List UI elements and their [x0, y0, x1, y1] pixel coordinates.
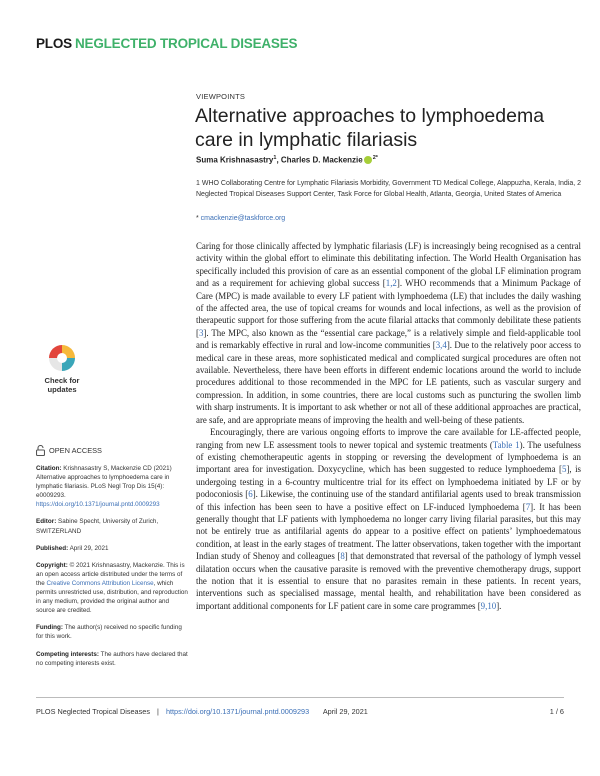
- footer-doi-link[interactable]: https://doi.org/10.1371/journal.pntd.0009293: [165, 707, 310, 716]
- article-title: Alternative approaches to lymphoedema care in lymphatic filariasis: [195, 105, 545, 151]
- citation-link[interactable]: 5: [562, 464, 567, 475]
- copyright-info: Copyright: © 2021 Krishnasastry, Mackenzie. This is an open access article distributed under the terms of the Creative Commons Attribution License, which permits unrestricted use, distribution, and reproduction in any medium, provided the original author and source are credited.: [36, 561, 188, 615]
- body-paragraph: Caring for those clinically affected by lymphatic filariasis (LF) is increasingly being recognised as a central activity within the global effort to eliminate this debilitating infection. The World Health Organisation has specifically included this provision of care as an essential component of the global LF elimination program and as a requirement for achieving global success [1,2]. WHO recommends that a Minimum Package of Care (MPC) is made available to every LF patient with lymphoedema (LE) that includes the daily washing of the affected area, the use of topical creams for wounds and local infections, as well as the provision of therapeutic support for those suffering from the acute filarial attacks that commonly debilitate these patients [3]. The MPC, also known as the “essential care package,” is a relatively simple and field-applicable tool and is remarkably effective in rural and low-income communities [3,4]. Due to the relatively poor access to medical care in these areas, more sophisticated medical and complicated surgical procedures are often not available. Nevertheless, there have been efforts in different endemic locations around the world to include procedures additional to those recommended in the MPC for LE patients, such as vascular surgery and compression. In addition, in some countries, there are local customs such as puncturing the swollen limb with sharp instruments. It is important to ask whether or not all of these additional approaches are practical, are safe, and are appropriate means of improving the health and well-being of these patients.: [196, 241, 581, 425]
- article-section-label: VIEWPOINTS: [196, 92, 246, 101]
- journal-header: [36, 36, 297, 51]
- citation-link[interactable]: 3: [198, 327, 204, 338]
- email-link[interactable]: cmackenzie@taskforce.org: [200, 215, 286, 222]
- author-name[interactable]: Charles D. Mackenzie: [280, 155, 363, 165]
- body-paragraph: Encouragingly, there are various ongoing efforts to improve the care available for LE-affected people, ranging from new LE assessment tools to newer topical and systemic treatments (Table 1). The usefulness of existing chemotherapeutic agents in stopping or reversing the development of lymphoedema is an important area for investigation. Doxycycline, which has been suggested to reduce lymphoedema [5], is undergoing testing in a 6-country multicentre trial for its effect on lymphoedema initiated by LF or by podoconiosis [6]. Likewise, the continuing use of the standard antifilarial agents used to break transmission of this infection has been seen to have a positive effect on LF-induced lymphoedema [7]. It has been generally thought that LF patients with lymphoedema no longer carry living filarial parasites, but this may not be entirely true as antifilarial agents do appear to a positive effect on patients’ lymphoedematous condition, at least in the early stages of treatment. The latter observations, taken together with the important Indian study of Shenoy and colleagues [8] that demonstrated that reversal of the pathology of lymph vessel dilatation occurs when the causative parasite is removed with the preventive chemotherapy drugs, support the notion that it is essential to ensure that no parasites remain in these patients. In recent years, interventions such as specialised massage, mental health, and rehabilitation have been considered as important additional components for LF patient care in some care programmes [9,10].: [196, 427, 582, 611]
- citation-link[interactable]: 6: [248, 489, 253, 500]
- author-affiliation-mark: 1: [273, 155, 277, 161]
- affiliations: [196, 179, 586, 200]
- author-name[interactable]: Suma Krishnasastry: [196, 155, 274, 165]
- open-lock-icon: [36, 445, 45, 456]
- email-star: *: [196, 215, 201, 222]
- footer-divider: [36, 697, 564, 698]
- open-access-label: OPEN ACCESS: [36, 445, 188, 456]
- author-affiliation-mark: 2*: [372, 155, 378, 161]
- corresponding-email: [196, 215, 285, 222]
- author-separator: ,: [276, 155, 281, 165]
- citation-link[interactable]: 3,4: [435, 340, 447, 351]
- orcid-icon[interactable]: [364, 156, 372, 164]
- article-body: [196, 240, 581, 612]
- footer-journal: PLOS Neglected Tropical Diseases: [36, 707, 150, 716]
- citation-link[interactable]: 7: [525, 501, 531, 512]
- plos-wordmark: PLOS: [36, 36, 72, 51]
- article-info-sidebar: [36, 445, 188, 676]
- table-link[interactable]: Table 1: [492, 439, 520, 450]
- crossmark-label-line1: Check for: [44, 376, 80, 385]
- license-link[interactable]: Creative Commons Attribution License: [46, 579, 154, 587]
- crossmark-label[interactable]: [38, 377, 86, 394]
- journal-name: NEGLECTED TROPICAL DISEASES: [74, 36, 298, 51]
- citation-link[interactable]: 9,10: [480, 600, 497, 611]
- published-info: Published: April 29, 2021: [36, 544, 109, 552]
- editor-info: Editor: Sabine Specht, University of Zurich, SWITZERLAND: [36, 518, 159, 535]
- footer-date: April 29, 2021: [322, 707, 368, 716]
- page-footer: PLOS Neglected Tropical Diseases | https://doi.org/10.1371/journal.pntd.0009293 April 29, 2021 1 / 6: [36, 707, 564, 716]
- crossmark-label-line2: updates: [47, 384, 77, 394]
- author-list: [196, 155, 378, 165]
- citation-info: Citation: Krishnasastry S, Mackenzie CD (2021) Alternative approaches to lymphoedema care in lymphatic filariasis. PLoS Negl Trop Dis 15(4): e0009293. https://doi.org/10.1371/journal.pntd.0009293: [36, 465, 172, 509]
- citation-doi-link[interactable]: https://doi.org/10.1371/journal.pntd.0009293: [36, 501, 160, 509]
- citation-link[interactable]: 8: [340, 551, 345, 562]
- competing-interests-info: Competing interests: The authors have declared that no competing interests exist.: [36, 650, 188, 667]
- affiliation-text: 1 WHO Collaborating Centre for Lymphatic Filariasis Morbidity, Government TD Medical College, Alappuzha, Kerala, India, 2 Neglected Tropical Diseases Support Center, Task Force for Global Health, Atlanta, Georgia, United States of America: [196, 180, 582, 198]
- funding-info: Funding: The author(s) received no specific funding for this work.: [36, 624, 182, 641]
- citation-link[interactable]: 1,2: [385, 278, 397, 289]
- page-number: 1 / 6: [549, 707, 564, 716]
